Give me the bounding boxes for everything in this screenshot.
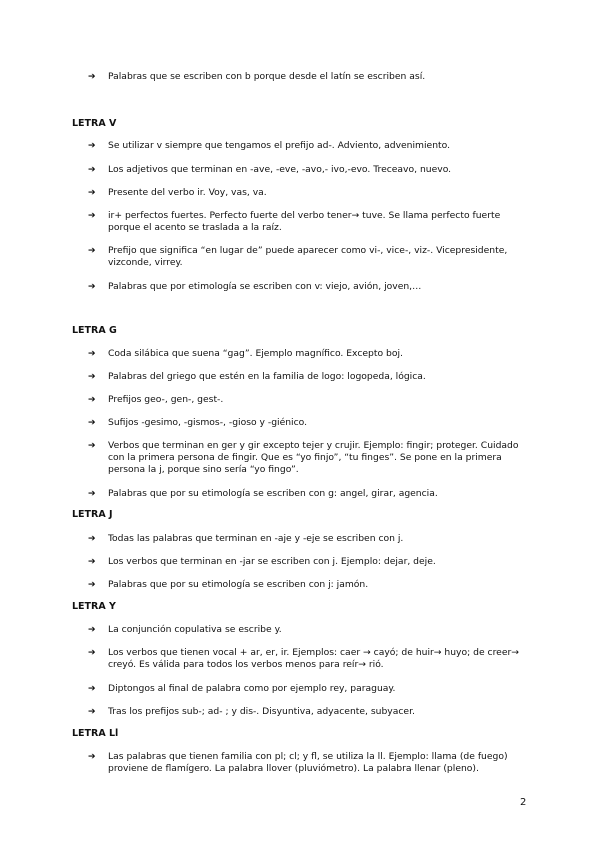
list-item bbox=[88, 394, 528, 406]
arrow-icon: ➔ bbox=[88, 72, 96, 82]
list-item-text: Palabras que se escriben con b porque desde el latín se escriben así. bbox=[108, 71, 426, 82]
arrow-icon: ➔ bbox=[88, 648, 96, 658]
section-heading-j: LETRA J bbox=[72, 509, 113, 520]
list-item-text: Los verbos que terminan en -jar se escriben con j. Ejemplo: dejar, deje. bbox=[108, 556, 436, 567]
arrow-icon: ➔ bbox=[88, 580, 96, 590]
list-item-text: Diptongos al final de palabra como por ejemplo rey, paraguay. bbox=[108, 683, 396, 694]
list-item bbox=[88, 348, 528, 360]
list-item bbox=[88, 683, 528, 695]
list-item-text: Prefijos geo-, gen-, gest-. bbox=[108, 394, 224, 405]
list-item bbox=[88, 706, 528, 718]
list-item-text: Verbos que terminan en ger y gir excepto tejer y crujir. Ejemplo: fingir; proteger. Cuidado con la primera persona de fingir. Que es “yo finjo”, “tu finges”. Se pone en la primera persona la j, porque sino sería “yo fingo”. bbox=[108, 440, 519, 475]
section-heading-y: LETRA Y bbox=[72, 601, 116, 612]
arrow-icon: ➔ bbox=[88, 395, 96, 405]
section-heading-ll: LETRA Ll bbox=[72, 728, 119, 739]
arrow-icon: ➔ bbox=[88, 282, 96, 292]
list-item bbox=[88, 751, 528, 775]
arrow-icon: ➔ bbox=[88, 534, 96, 544]
list-item bbox=[88, 371, 528, 383]
list-item-text: Los adjetivos que terminan en -ave, -eve, -avo,- ivo,-evo. Treceavo, nuevo. bbox=[108, 164, 452, 175]
arrow-icon: ➔ bbox=[88, 165, 96, 175]
list-item bbox=[88, 210, 528, 234]
list-item bbox=[88, 187, 528, 199]
arrow-icon: ➔ bbox=[88, 557, 96, 567]
list-item-text: Prefijo que significa “en lugar de” puede aparecer como vi-, vice-, viz-. Vicepresidente, vizconde, virrey. bbox=[108, 245, 508, 268]
list-item bbox=[88, 140, 528, 152]
list-item bbox=[88, 245, 528, 269]
list-item-text: Tras los prefijos sub-; ad- ; y dis-. Disyuntiva, adyacente, subyacer. bbox=[108, 706, 415, 717]
arrow-icon: ➔ bbox=[88, 372, 96, 382]
section-heading-v: LETRA V bbox=[72, 118, 117, 129]
arrow-icon: ➔ bbox=[88, 246, 96, 256]
list-item bbox=[88, 579, 528, 591]
list-item-text: Palabras que por etimología se escriben con v: viejo, avión, joven,… bbox=[108, 281, 422, 292]
arrow-icon: ➔ bbox=[88, 707, 96, 717]
list-item-text: Palabras que por su etimología se escriben con g: angel, girar, agencia. bbox=[108, 488, 438, 499]
list-item bbox=[88, 164, 528, 176]
list-item bbox=[88, 71, 528, 83]
list-item-text: Palabras del griego que estén en la familia de logo: logopeda, lógica. bbox=[108, 371, 426, 382]
list-item bbox=[88, 488, 528, 500]
list-item-text: Los verbos que tienen vocal + ar, er, ir. Ejemplos: caer → cayó; de huir→ huyo; de creer→ creyó. Es válida para todos los verbos menos para reír→ rió. bbox=[108, 647, 519, 670]
arrow-icon: ➔ bbox=[88, 752, 96, 762]
arrow-icon: ➔ bbox=[88, 489, 96, 499]
list-item-text: Se utilizar v siempre que tengamos el prefijo ad-. Adviento, advenimiento. bbox=[108, 140, 451, 151]
page-number: 2 bbox=[520, 797, 527, 808]
list-item bbox=[88, 417, 528, 429]
arrow-icon: ➔ bbox=[88, 684, 96, 694]
list-item-text: Sufijos -gesimo, -gismos-, -gioso y -giénico. bbox=[108, 417, 308, 428]
arrow-icon: ➔ bbox=[88, 418, 96, 428]
list-item bbox=[88, 647, 528, 671]
list-item-text: La conjunción copulativa se escribe y. bbox=[108, 624, 282, 635]
list-item bbox=[88, 624, 528, 636]
list-item-text: Palabras que por su etimología se escriben con j: jamón. bbox=[108, 579, 369, 590]
list-item-text: Coda silábica que suena “gag”. Ejemplo magnífico. Excepto boj. bbox=[108, 348, 403, 359]
list-item bbox=[88, 556, 528, 568]
arrow-icon: ➔ bbox=[88, 211, 96, 221]
arrow-icon: ➔ bbox=[88, 188, 96, 198]
arrow-icon: ➔ bbox=[88, 625, 96, 635]
list-item-text: ir+ perfectos fuertes. Perfecto fuerte del verbo tener→ tuve. Se llama perfecto fuerte porque el acento se traslada a la raíz. bbox=[108, 210, 501, 233]
section-heading-g: LETRA G bbox=[72, 325, 117, 336]
list-item-text: Las palabras que tienen familia con pl; cl; y fl, se utiliza la ll. Ejemplo: llama (de fuego) proviene de flamígero. La palabra llover (pluviómetro). La palabra llenar (pleno). bbox=[108, 751, 508, 774]
list-item bbox=[88, 533, 528, 545]
list-item bbox=[88, 281, 528, 293]
list-item-text: Todas las palabras que terminan en -aje y -eje se escriben con j. bbox=[108, 533, 404, 544]
list-item bbox=[88, 440, 528, 476]
list-item-text: Presente del verbo ir. Voy, vas, va. bbox=[108, 187, 267, 198]
arrow-icon: ➔ bbox=[88, 141, 96, 151]
arrow-icon: ➔ bbox=[88, 441, 96, 451]
arrow-icon: ➔ bbox=[88, 349, 96, 359]
